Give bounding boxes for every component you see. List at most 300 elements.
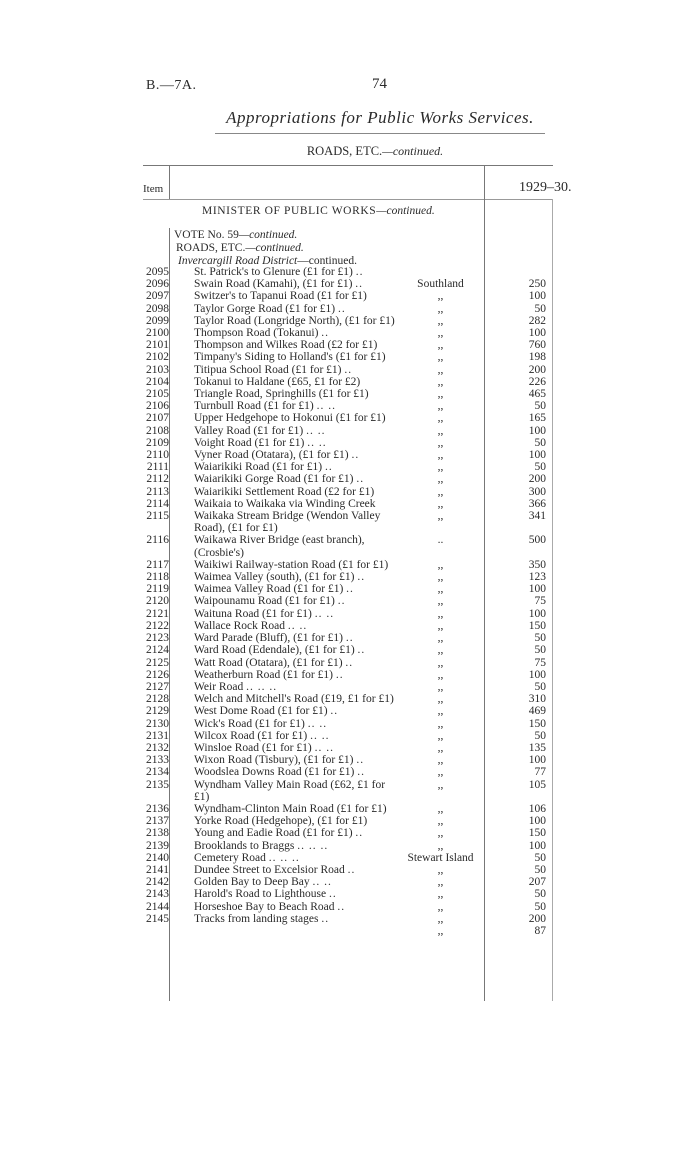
district-location: ,, <box>437 802 444 815</box>
road-description <box>194 693 398 705</box>
item-number: 2118 <box>146 571 169 584</box>
amount: 87 <box>534 924 546 937</box>
road-name: Wyndham-Clinton Main Road (£1 for £1) <box>194 802 387 815</box>
road-name: Waituna Road (£1 for £1) <box>194 607 312 620</box>
leader-dots: .. <box>337 302 346 315</box>
road-description <box>194 913 398 925</box>
amount: 50 <box>534 729 546 742</box>
item-number: 2131 <box>146 729 169 742</box>
leader-dots: .. <box>344 363 353 376</box>
item-number: 2113 <box>146 485 169 498</box>
leader-dots: .. .. <box>287 619 308 632</box>
road-name: Wyndham Valley Main Road (£62, £1 for £1) <box>194 778 386 803</box>
district-location: ,, <box>437 473 444 486</box>
road-name: Tokanui to Haldane (£65, £1 for £2) <box>194 375 361 388</box>
road-name: Winsloe Road (£1 for £1) <box>194 741 312 754</box>
item-column-header: Item <box>143 183 164 195</box>
minister-heading: MINISTER OF PUBLIC WORKS—continued. <box>202 205 435 217</box>
district-location: ,, <box>437 290 444 303</box>
district-location: ,, <box>437 485 444 498</box>
leader-dots: .. <box>345 656 354 669</box>
road-description <box>194 376 398 388</box>
district-location: ,, <box>437 412 444 425</box>
amount: 100 <box>528 668 546 681</box>
road-name: Waipounamu Road (£1 for £1) <box>194 595 335 608</box>
amount: 50 <box>534 644 546 657</box>
road-name: West Dome Road (£1 for £1) <box>194 705 328 718</box>
vote-heading: VOTE No. 59—continued. <box>174 229 298 241</box>
road-description <box>194 412 398 424</box>
road-description <box>194 266 398 278</box>
amount: 50 <box>534 888 546 901</box>
item-number: 2134 <box>146 766 169 779</box>
amount: 50 <box>534 863 546 876</box>
amount: 207 <box>528 876 546 889</box>
item-number: 2128 <box>146 693 169 706</box>
district-location: ,, <box>437 766 444 779</box>
item-number: 2111 <box>146 461 169 474</box>
road-description <box>194 559 398 571</box>
district-location: ,, <box>437 912 444 925</box>
amount: 100 <box>528 583 546 596</box>
district-location: ,, <box>437 754 444 767</box>
road-name: Upper Hedgehope to Hokonui (£1 for £1) <box>194 412 386 425</box>
item-number: 2105 <box>146 388 169 401</box>
roads-heading: ROADS, ETC.—continued. <box>176 242 304 254</box>
amount: 100 <box>528 839 546 852</box>
district-location: ,, <box>437 449 444 462</box>
road-description <box>194 742 398 754</box>
item-number: 2144 <box>146 900 169 913</box>
amount: 341 <box>528 510 546 523</box>
road-description <box>194 339 398 351</box>
road-name: Waiarikiki Settlement Road (£2 for £1) <box>194 485 375 498</box>
district-location: ,, <box>437 327 444 340</box>
item-number: 2119 <box>146 583 169 596</box>
amount: 350 <box>528 558 546 571</box>
item-number: 2138 <box>146 827 169 840</box>
amount: 150 <box>528 827 546 840</box>
road-description <box>194 534 398 558</box>
page-reference: B.—7A. <box>146 78 197 93</box>
item-number: 2102 <box>146 351 169 364</box>
road-description <box>194 351 398 363</box>
road-description <box>194 303 398 315</box>
leader-dots: .. .. <box>306 424 326 437</box>
road-name: Voight Road (£1 for £1) <box>194 436 305 449</box>
leader-dots: .. <box>321 912 330 925</box>
road-name: St. Patrick's to Glenure (£1 for £1) <box>194 266 353 278</box>
leader-dots: .. <box>330 705 339 718</box>
amount: 150 <box>528 619 546 632</box>
leader-dots: .. .. .. <box>297 839 329 852</box>
item-number: 2099 <box>146 314 169 327</box>
district-location: ,, <box>437 888 444 901</box>
amount: 500 <box>528 534 546 547</box>
amount: 50 <box>534 461 546 474</box>
leader-dots: .. <box>321 327 330 340</box>
leader-dots: .. <box>357 571 366 584</box>
district-location: ,, <box>437 632 444 645</box>
leader-dots: .. .. <box>312 876 332 889</box>
road-description <box>194 498 398 510</box>
road-description <box>194 864 398 876</box>
road-name: Swain Road (Kamahi), (£1 for £1) <box>194 278 353 291</box>
road-description <box>194 754 398 766</box>
district-location: ,, <box>437 339 444 352</box>
amount: 50 <box>534 632 546 645</box>
district-location: .. <box>437 534 444 547</box>
district-location: ,, <box>437 778 444 791</box>
district-location: ,, <box>437 863 444 876</box>
item-number: 2126 <box>146 668 169 681</box>
amount: 165 <box>528 412 546 425</box>
road-name: Watt Road (Otatara), (£1 for £1) <box>194 656 343 669</box>
road-description <box>194 705 398 717</box>
item-number: 2107 <box>146 412 169 425</box>
road-name: Ward Road (Edendale), (£1 for £1) <box>194 644 355 657</box>
road-name: Waikawa River Bridge (east branch), (Crosbie's) <box>194 534 365 559</box>
year-column-header: 1929–30. <box>519 180 572 195</box>
item-number: 2124 <box>146 644 169 657</box>
leader-dots: .. <box>335 668 344 681</box>
road-name: Waiarikiki Road (£1 for £1) <box>194 461 323 474</box>
road-description <box>194 571 398 583</box>
road-description <box>194 388 398 400</box>
district-location: ,, <box>437 827 444 840</box>
item-number: 2127 <box>146 680 169 693</box>
road-description <box>194 632 398 644</box>
district-location: ,, <box>437 436 444 449</box>
district-location: ,, <box>437 656 444 669</box>
road-description <box>194 827 398 839</box>
road-description <box>194 766 398 778</box>
amount: 100 <box>528 607 546 620</box>
road-name: Valley Road (£1 for £1) <box>194 424 304 437</box>
item-number: 2136 <box>146 802 169 815</box>
road-name: Ward Parade (Bluff), (£1 for £1) <box>194 632 343 645</box>
district-location: ,, <box>437 461 444 474</box>
road-name: Switzer's to Tapanui Road (£1 for £1) <box>194 290 367 303</box>
leader-dots: .. .. <box>314 741 334 754</box>
road-description <box>194 327 398 339</box>
amount: 200 <box>528 912 546 925</box>
item-number: 2143 <box>146 888 169 901</box>
road-name: Titipua School Road (£1 for £1) <box>194 363 342 376</box>
amount: 310 <box>528 693 546 706</box>
item-number: 2142 <box>146 876 169 889</box>
district-location: ,, <box>437 363 444 376</box>
district-location: ,, <box>437 497 444 510</box>
amount: 100 <box>528 424 546 437</box>
item-number: 2140 <box>146 851 169 864</box>
item-number: 2125 <box>146 656 169 669</box>
page-title: Appropriations for Public Works Services. <box>226 108 534 127</box>
item-number: 2135 <box>146 778 169 791</box>
amount: 75 <box>534 656 546 669</box>
road-name: Waikiwi Railway-station Road (£1 for £1) <box>194 558 389 571</box>
district-location: ,, <box>437 876 444 889</box>
item-number: 2145 <box>146 912 169 925</box>
amount: 105 <box>528 778 546 791</box>
leader-dots: .. .. .. <box>268 851 300 864</box>
item-number: 2101 <box>146 339 169 352</box>
district-location: ,, <box>437 693 444 706</box>
amount: 760 <box>528 339 546 352</box>
item-number: 2110 <box>146 449 169 462</box>
road-description <box>194 852 398 864</box>
road-description <box>194 583 398 595</box>
section-title: ROADS, ETC.—continued. <box>306 144 444 158</box>
road-name: Waikaia to Waikaka via Winding Creek <box>194 497 376 510</box>
district-location: ,, <box>437 619 444 632</box>
table-header-rule <box>143 199 553 200</box>
road-name: Taylor Gorge Road (£1 for £1) <box>194 302 336 315</box>
leader-dots: .. <box>356 754 365 767</box>
district-location: ,, <box>437 302 444 315</box>
amount: 100 <box>528 815 546 828</box>
appropriations-table <box>0 266 700 937</box>
district-location: ,, <box>437 558 444 571</box>
amount: 366 <box>528 497 546 510</box>
amount: 135 <box>528 741 546 754</box>
leader-dots: .. <box>355 278 364 291</box>
amount: 100 <box>528 327 546 340</box>
amount: 198 <box>528 351 546 364</box>
road-description <box>194 461 398 473</box>
road-description <box>194 718 398 730</box>
district-location: Southland <box>417 278 464 291</box>
district-location: ,, <box>437 839 444 852</box>
district-location: ,, <box>437 815 444 828</box>
district-location: ,, <box>437 595 444 608</box>
amount: 200 <box>528 363 546 376</box>
road-description <box>194 876 398 888</box>
road-name: Waimea Valley (south), (£1 for £1) <box>194 571 355 584</box>
road-description <box>194 608 398 620</box>
district-location: ,, <box>437 388 444 401</box>
district-location: ,, <box>437 741 444 754</box>
amount: 50 <box>534 851 546 864</box>
district-location: ,, <box>437 510 444 523</box>
road-name: Waimea Valley Road (£1 for £1) <box>194 583 344 596</box>
item-number: 2132 <box>146 741 169 754</box>
amount: 150 <box>528 717 546 730</box>
item-number: 2129 <box>146 705 169 718</box>
district-location: ,, <box>437 375 444 388</box>
district-location: ,, <box>437 644 444 657</box>
road-description <box>194 510 398 534</box>
item-number: 2100 <box>146 327 169 340</box>
district-location: ,, <box>437 900 444 913</box>
road-description <box>194 364 398 376</box>
district-location: ,, <box>437 705 444 718</box>
road-description <box>194 315 398 327</box>
item-number: 2141 <box>146 863 169 876</box>
amount: 123 <box>528 571 546 584</box>
amount: 50 <box>534 400 546 413</box>
item-number: 2121 <box>146 607 169 620</box>
road-description <box>194 815 398 827</box>
road-name: Horseshoe Bay to Beach Road <box>194 900 335 913</box>
road-name: Welch and Mitchell's Road (£19, £1 for £1) <box>194 693 394 706</box>
item-number: 2116 <box>146 534 169 547</box>
road-description <box>194 901 398 913</box>
road-name: Harold's Road to Lighthouse <box>194 888 327 901</box>
amount: 250 <box>528 278 546 291</box>
item-number: 2115 <box>146 510 169 523</box>
item-number: 2137 <box>146 815 169 828</box>
district-location: ,, <box>437 607 444 620</box>
road-name: Timpany's Siding to Holland's (£1 for £1) <box>194 351 386 364</box>
amount: 282 <box>528 314 546 327</box>
leader-dots: .. .. .. <box>246 680 278 693</box>
amount: 77 <box>534 766 546 779</box>
item-number: 2139 <box>146 839 169 852</box>
amount: 50 <box>534 680 546 693</box>
amount: 300 <box>528 485 546 498</box>
road-description <box>194 779 398 803</box>
district-location: Stewart Island <box>407 851 474 864</box>
road-description <box>194 644 398 656</box>
leader-dots: .. <box>345 632 354 645</box>
district-location: ,, <box>437 400 444 413</box>
road-name: Dundee Street to Excelsior Road <box>194 863 345 876</box>
amount: 106 <box>528 802 546 815</box>
amount: 50 <box>534 900 546 913</box>
item-number: 2114 <box>146 497 169 510</box>
amount: 50 <box>534 302 546 315</box>
road-name: Taylor Road (Longridge North), (£1 for £1) <box>194 314 395 327</box>
road-name: Tracks from landing stages <box>194 912 319 925</box>
page-number: 74 <box>372 76 387 92</box>
item-number: 2120 <box>146 595 169 608</box>
road-name: Waikaka Stream Bridge (Wendon Valley Road), (£1 for £1) <box>194 510 381 535</box>
road-name: Wixon Road (Tisbury), (£1 for £1) <box>194 754 354 767</box>
item-number: 2108 <box>146 424 169 437</box>
item-number: 2098 <box>146 302 169 315</box>
road-name: Cemetery Road <box>194 851 266 864</box>
road-description <box>194 803 398 815</box>
item-number: 2106 <box>146 400 169 413</box>
road-description <box>194 657 398 669</box>
road-name: Weir Road <box>194 680 244 693</box>
title-rule <box>215 133 545 134</box>
leader-dots: .. .. <box>310 729 330 742</box>
road-name: Young and Eadie Road (£1 for £1) <box>194 827 353 840</box>
leader-dots: .. <box>356 473 365 486</box>
item-number: 2103 <box>146 363 169 376</box>
road-description <box>194 449 398 461</box>
leader-dots: .. .. <box>307 436 327 449</box>
item-number: 2104 <box>146 375 169 388</box>
leader-dots: .. <box>347 863 356 876</box>
item-number: 2095 <box>146 266 169 278</box>
amount: 100 <box>528 290 546 303</box>
road-description <box>194 425 398 437</box>
amount: 50 <box>534 436 546 449</box>
amount: 200 <box>528 473 546 486</box>
road-description <box>194 473 398 485</box>
leader-dots: .. <box>337 900 346 913</box>
road-description <box>194 400 398 412</box>
district-location: ,, <box>437 314 444 327</box>
leader-dots: .. <box>357 644 366 657</box>
road-name: Waiarikiki Gorge Road (£1 for £1) <box>194 473 354 486</box>
amount: 469 <box>528 705 546 718</box>
leader-dots: .. <box>351 449 360 462</box>
leader-dots: .. <box>355 266 364 278</box>
item-number: 2122 <box>146 619 169 632</box>
table-top-rule <box>143 165 553 166</box>
road-name: Wilcox Road (£1 for £1) <box>194 729 308 742</box>
road-description <box>194 840 398 852</box>
amount: 100 <box>528 754 546 767</box>
road-name: Brooklands to Braggs <box>194 839 295 852</box>
leader-dots: .. <box>346 583 354 596</box>
road-name: Weatherburn Road (£1 for £1) <box>194 668 333 681</box>
road-description <box>194 681 398 693</box>
table-row <box>0 912 700 937</box>
leader-dots: .. <box>328 888 337 901</box>
item-number: 2123 <box>146 632 169 645</box>
item-number: 2097 <box>146 290 169 303</box>
road-description <box>194 669 398 681</box>
district-location: ,, <box>437 680 444 693</box>
leader-dots: .. .. <box>307 717 328 730</box>
leader-dots: .. <box>357 766 365 779</box>
leader-dots: .. .. <box>316 400 336 413</box>
road-name: Vyner Road (Otatara), (£1 for £1) <box>194 449 349 462</box>
district-location: ,, <box>437 571 444 584</box>
leader-dots: .. <box>337 595 346 608</box>
item-number: 2130 <box>146 717 169 730</box>
item-number: 2096 <box>146 278 169 291</box>
road-description <box>194 730 398 742</box>
road-name: Turnbull Road (£1 for £1) <box>194 400 314 413</box>
road-name: Thompson Road (Tokanui) <box>194 327 319 340</box>
road-name: Thompson and Wilkes Road (£2 for £1) <box>194 339 378 352</box>
district-location: ,, <box>437 668 444 681</box>
district-location: ,, <box>437 424 444 437</box>
item-number: 2133 <box>146 754 169 767</box>
district-location: ,, <box>437 583 444 596</box>
district-location: ,, <box>437 717 444 730</box>
road-description <box>194 486 398 498</box>
road-name: Triangle Road, Springhills (£1 for £1) <box>194 388 369 401</box>
road-name: Yorke Road (Hedgehope), (£1 for £1) <box>194 815 368 828</box>
road-name: Golden Bay to Deep Bay <box>194 876 310 889</box>
road-description <box>194 595 398 607</box>
item-number: 2112 <box>146 473 169 486</box>
leader-dots: .. .. <box>314 607 335 620</box>
amount: 100 <box>528 449 546 462</box>
amount: 226 <box>528 375 546 388</box>
district-location: ,, <box>437 924 444 937</box>
amount: 465 <box>528 388 546 401</box>
leader-dots: .. <box>355 827 364 840</box>
road-description <box>194 290 398 302</box>
district-heading: Invercargill Road District—continued. <box>178 255 357 267</box>
road-description <box>194 620 398 632</box>
road-description <box>194 278 398 290</box>
item-number: 2109 <box>146 436 169 449</box>
district-location: ,, <box>437 729 444 742</box>
road-name: Woodslea Downs Road (£1 for £1) <box>194 766 355 779</box>
leader-dots: .. <box>324 461 333 474</box>
road-description <box>194 437 398 449</box>
district-location: ,, <box>437 351 444 364</box>
